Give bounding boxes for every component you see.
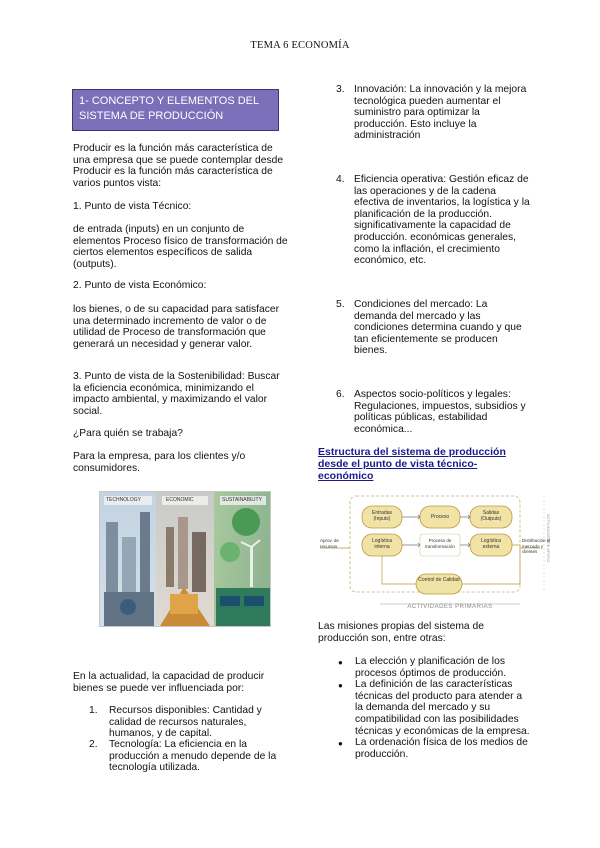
- structure-heading[interactable]: Estructura del sistema de producción desde el punto de vista técnico-económico: [318, 446, 506, 482]
- technical-title: 1. Punto de vista Técnico:: [73, 201, 192, 212]
- factor-text: Innovación: La innovación y la mejora tecnológica pueden aumentar el suministro para optimizar la producción. Esto incluye la administración: [354, 84, 527, 142]
- diagram-label-transformation: Proceso de transformación: [425, 538, 455, 549]
- factor-number: 1.: [89, 705, 98, 716]
- factor-number: 2.: [89, 739, 98, 750]
- technical-body: de entrada (inputs) en un conjunto de elementos Proceso físico de transformación de ciertos elementos específicos de salida (outputs).: [73, 224, 288, 270]
- diagram-label-left: Aprov. de recursos: [320, 538, 339, 549]
- factor-item-4: [336, 174, 532, 267]
- factor-text: Condiciones del mercado: La demanda del mercado y las condiciones determina cuando y que tan eficientemente se producen bienes.: [354, 299, 522, 357]
- factor-number: 6.: [336, 389, 345, 400]
- page-header: TEMA 6 ECONOMÍA: [250, 40, 350, 51]
- mission-item: ● La definición de las características técnicas del producto para atender a la demanda del mercado y su compatibilidad con las posibilidades técnicas y económicas de la empresa.: [355, 679, 530, 737]
- factor-item-2: [89, 739, 281, 774]
- factor-number: 5.: [336, 299, 345, 310]
- diagram-label-internal-logistics: Logística interna: [371, 538, 392, 550]
- diagram-label-right: Distribución al mercado y clientes: [522, 538, 551, 554]
- image-label-technology: TECHNOLOGY: [106, 497, 142, 503]
- factor-number: 4.: [336, 174, 345, 185]
- diagram-label-quality: Control de Calidad: [418, 577, 460, 583]
- factor-text: Tecnología: La eficiencia en la producción a menudo depende de la tecnología utilizada.: [109, 739, 277, 774]
- intro-paragraph: Producir es la función más característica de una empresa que se puede contemplar desde Producir es la función más característica de varios puntos vista:: [73, 143, 284, 189]
- diagram-label-inputs: Entradas (Inputs): [371, 510, 392, 522]
- section-title-box: 1- CONCEPTO Y ELEMENTOS DEL SISTEMA DE PRODUCCIÓN: [72, 89, 279, 131]
- diagram-label-primary: ACTIVIDADES PRIMARIAS: [407, 604, 493, 610]
- economic-body: los bienes, o de su capacidad para satisfacer una determinado incremento de valor o de utilidad de Proceso de transformación que generará un necesidad y generar valor.: [73, 304, 280, 350]
- factor-item-1: [89, 705, 281, 740]
- economic-title: 2. Punto de vista Económico:: [73, 280, 207, 291]
- diagram-label-process: Proceso: [430, 514, 450, 520]
- answer-text: Para la empresa, para los clientes y/o consumidores.: [73, 451, 246, 474]
- production-illustration: [99, 491, 271, 627]
- mission-item: ● La elección y planificación de los procesos óptimos de producción.: [355, 656, 530, 679]
- factor-text: Aspectos socio-políticos y legales: Regulaciones, impuestos, subsidios y políticas públicas, estabilidad económica...: [354, 389, 526, 435]
- factor-number: 3.: [336, 84, 345, 95]
- diagram-label-outputs: Salidas (Outputs): [480, 510, 502, 522]
- factor-text: Eficiencia operativa: Gestión eficaz de las operaciones y de la cadena efectiva de inventarios, la logística y la planificación de la producción. significativamente la capacidad de producción. económicas generales, como la inflación, el crecimiento económico, etc.: [354, 174, 530, 267]
- missions-intro: Las misiones propias del sistema de producción son, entre otras:: [318, 621, 484, 644]
- missions-list: [355, 656, 530, 760]
- factor-text: Recursos disponibles: Cantidad y calidad de recursos naturales, humanos, y de capital.: [109, 705, 262, 740]
- factor-item-5: [336, 299, 529, 357]
- mission-item: ● La ordenación física de los medios de producción.: [355, 737, 530, 760]
- diagram-label-external-logistics: Logística externa: [480, 538, 501, 550]
- factor-item-3: [336, 84, 532, 142]
- image-label-economic: ECONOMIC: [166, 497, 194, 503]
- actuality-paragraph: En la actualidad, la capacidad de producir bienes se puede ver influenciada por:: [73, 671, 265, 694]
- sustainability-paragraph: 3. Punto de vista de la Sostenibilidad: Buscar la eficiencia económica, minimizando el impacto ambiental, y maximizando el valor social.: [73, 371, 280, 417]
- diagram-label-support: ACTIVIDADES DE APOYO: [546, 514, 551, 563]
- factor-item-6: [336, 389, 532, 435]
- production-structure-diagram: [320, 494, 555, 612]
- image-label-sustainability: SUSTAINABILITY: [222, 497, 262, 503]
- question-text: ¿Para quién se trabaja?: [73, 428, 183, 439]
